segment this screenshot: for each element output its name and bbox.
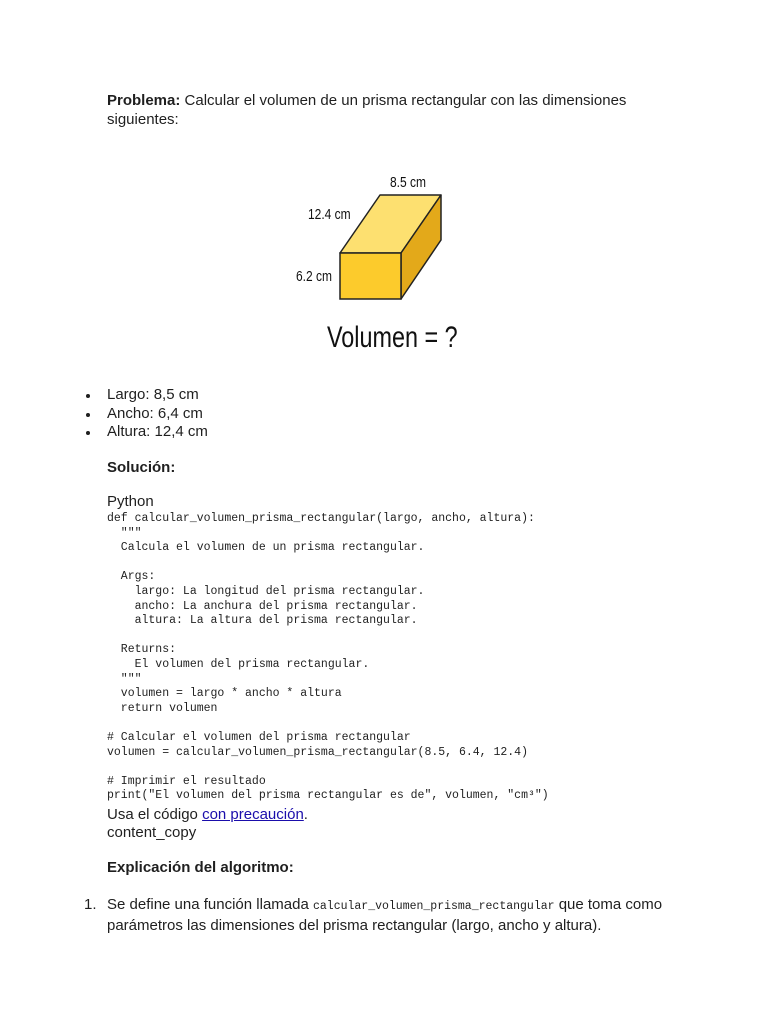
code-line bbox=[107, 716, 549, 731]
volume-question: Volumen = ? bbox=[327, 320, 458, 354]
code-line: volumen = largo * ancho * altura bbox=[107, 687, 342, 701]
code-line: altura: La altura del prisma rectangular. bbox=[107, 614, 418, 628]
step-inline-code: calcular_volumen_prisma_rectangular bbox=[312, 900, 555, 913]
code-line: ancho: La anchura del prisma rectangular. bbox=[107, 599, 418, 613]
list-item: Ancho: 6,4 cm bbox=[84, 405, 208, 424]
caution-link[interactable]: con precaución bbox=[202, 806, 304, 823]
code-line: return volumen bbox=[107, 701, 218, 715]
prism-figure bbox=[280, 160, 490, 360]
explanation-heading: Explicación del algoritmo: bbox=[107, 859, 294, 876]
step-number: 1. bbox=[84, 896, 97, 913]
code-line bbox=[107, 556, 549, 571]
code-line: Returns: bbox=[107, 643, 177, 657]
code-line: # Calcular el volumen del prisma rectangular bbox=[107, 730, 411, 744]
content-copy-button[interactable]: content_copy bbox=[107, 824, 197, 841]
list-item: Largo: 8,5 cm bbox=[84, 386, 208, 405]
code-line: Calcula el volumen de un prisma rectangular. bbox=[107, 541, 425, 555]
code-language-label: Python bbox=[107, 493, 154, 510]
usage-note bbox=[107, 806, 308, 823]
prism-illustration bbox=[280, 160, 490, 360]
code-line: def calcular_volumen_prisma_rectangular(largo, ancho, altura): bbox=[107, 512, 535, 525]
problem-label: Problema: bbox=[107, 92, 181, 109]
dimensions-list bbox=[84, 386, 208, 442]
list-item bbox=[84, 895, 664, 935]
code-line: Args: bbox=[107, 570, 156, 584]
usage-suffix: . bbox=[303, 806, 308, 823]
solution-heading: Solución: bbox=[107, 459, 176, 476]
step-text-after: que toma como parámetros las dimensiones del prisma rectangular (largo, ancho y altura). bbox=[107, 896, 663, 934]
code-line: print("El volumen del prisma rectangular es de", volumen, "cm³") bbox=[107, 789, 549, 803]
usage-prefix: Usa el código bbox=[107, 806, 203, 823]
dim-top-label: 8.5 cm bbox=[390, 173, 427, 191]
explanation-steps bbox=[84, 895, 664, 935]
prism-front-face bbox=[340, 253, 401, 299]
code-line: largo: La longitud del prisma rectangular. bbox=[107, 584, 425, 598]
code-line bbox=[107, 760, 549, 775]
problem-text: Calcular el volumen de un prisma rectangular con las dimensiones siguientes: bbox=[107, 92, 627, 128]
code-block bbox=[107, 512, 549, 804]
code-line: """ bbox=[107, 526, 142, 540]
code-line: El volumen del prisma rectangular. bbox=[107, 657, 370, 671]
code-line: """ bbox=[107, 672, 142, 686]
dim-depth-label: 12.4 cm bbox=[308, 205, 351, 223]
step-text-before: Se define una función llamada bbox=[107, 896, 313, 913]
problem-statement bbox=[107, 91, 667, 129]
dim-height-label: 6.2 cm bbox=[296, 267, 333, 285]
code-line bbox=[107, 629, 549, 644]
list-item: Altura: 12,4 cm bbox=[84, 423, 208, 442]
code-line: volumen = calcular_volumen_prisma_rectangular(8.5, 6.4, 12.4) bbox=[107, 745, 528, 759]
code-line: # Imprimir el resultado bbox=[107, 774, 266, 788]
